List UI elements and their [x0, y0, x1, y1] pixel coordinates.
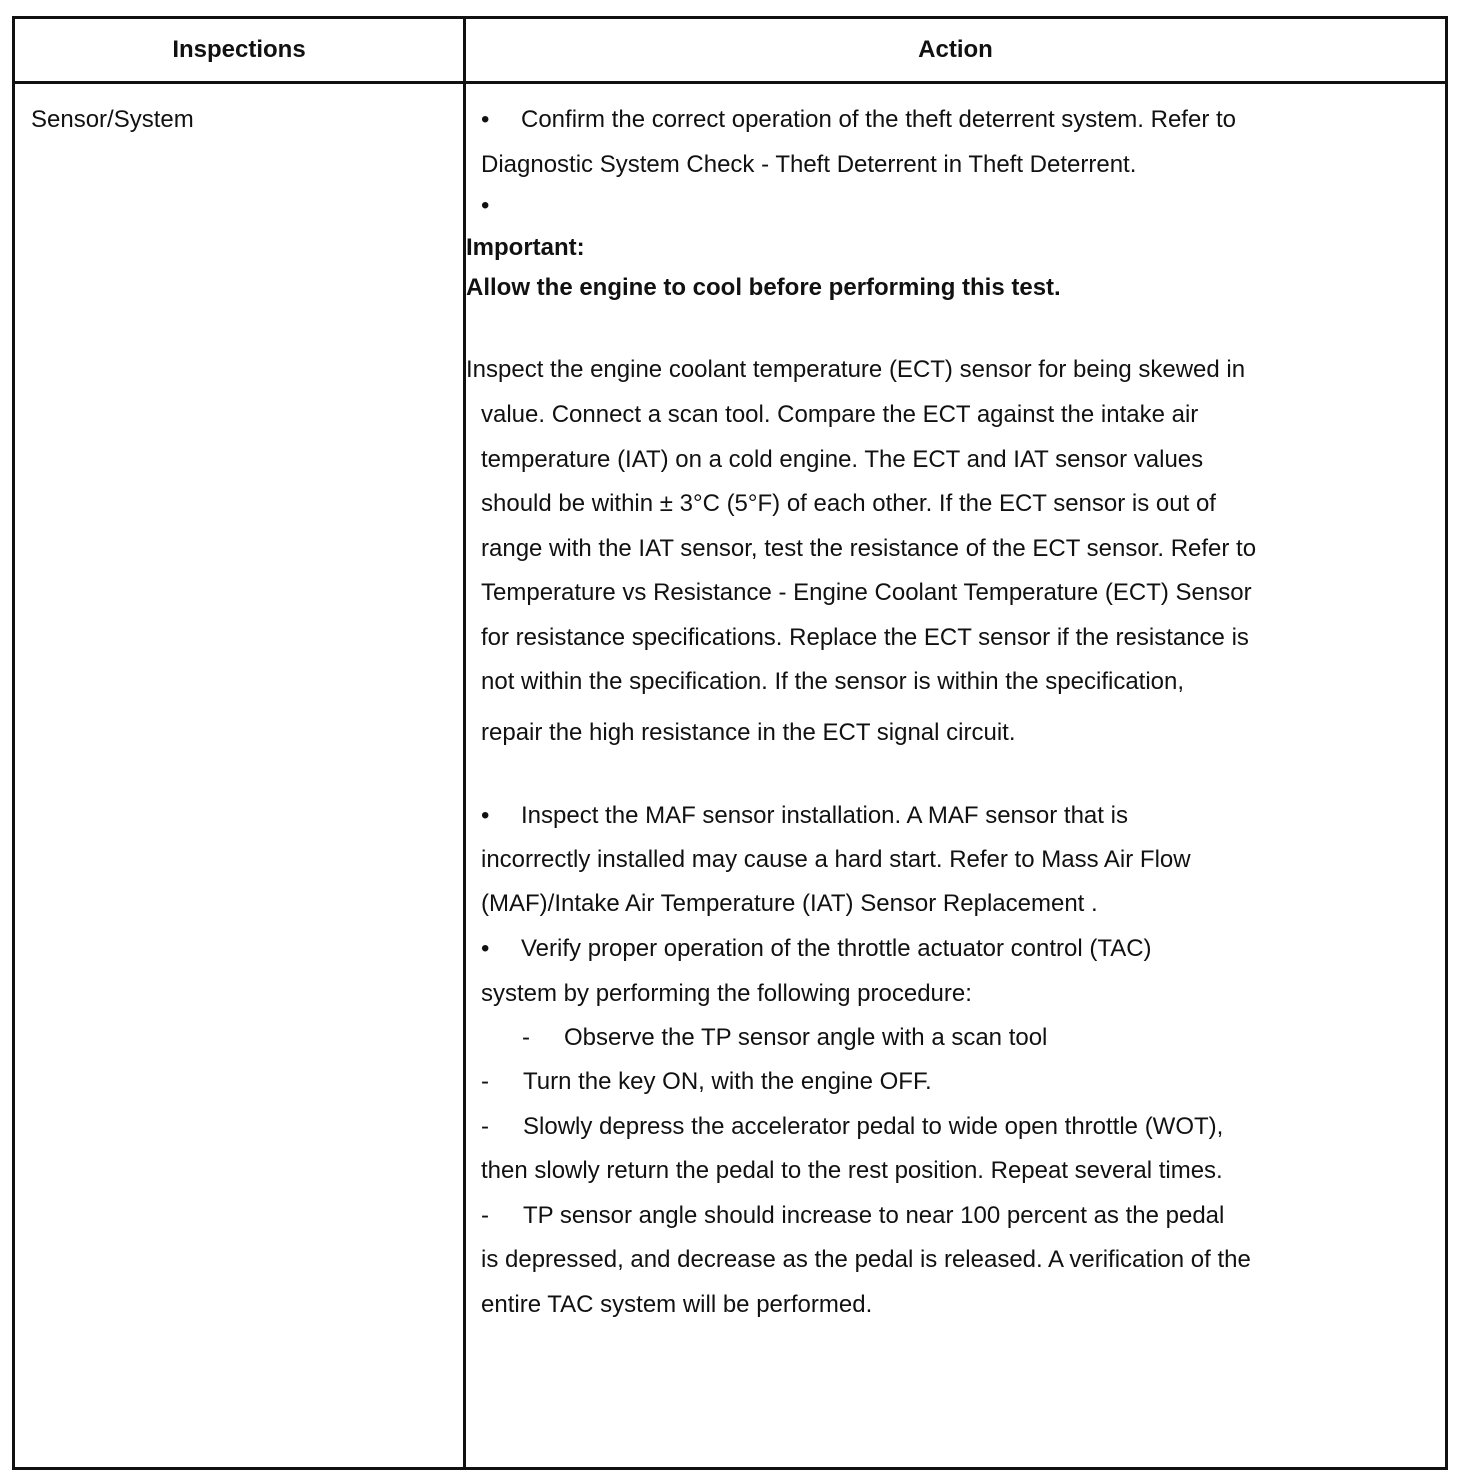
bullet-text: Inspect the MAF sensor installation. A MAF sensor that is	[521, 802, 1128, 829]
dash-marker: -	[481, 1113, 489, 1140]
ect-paragraph-line: temperature (IAT) on a cold engine. The ECT and IAT sensor values	[481, 446, 1204, 473]
bullet-marker: •	[481, 106, 490, 133]
important-label: Important:	[466, 234, 585, 261]
ect-paragraph-line: not within the specification. If the sensor is within the specification,	[481, 668, 1185, 695]
bullet-text-continued: Diagnostic System Check - Theft Deterrent in Theft Deterrent.	[481, 151, 1137, 178]
bullet-text-continued: system by performing the following procedure:	[481, 980, 972, 1007]
ect-paragraph-line: Inspect the engine coolant temperature (ECT) sensor for being skewed in	[466, 356, 1246, 383]
header-divider	[15, 81, 1445, 84]
procedure-step	[522, 1026, 1047, 1050]
bullet-text-continued: incorrectly installed may cause a hard start. Refer to Mass Air Flow	[481, 846, 1191, 873]
step-text: Observe the TP sensor angle with a scan tool	[564, 1024, 1048, 1051]
step-text: Slowly depress the accelerator pedal to wide open throttle (WOT),	[523, 1113, 1224, 1140]
step-text: TP sensor angle should increase to near 100 percent as the pedal	[523, 1202, 1225, 1229]
procedure-step	[481, 1115, 1223, 1139]
bullet-marker-empty: •	[481, 192, 490, 219]
step-text: Turn the key ON, with the engine OFF.	[523, 1068, 932, 1095]
bullet-item-theft	[481, 108, 1236, 132]
procedure-step	[481, 1070, 932, 1094]
ect-paragraph-line: Temperature vs Resistance - Engine Coolant Temperature (ECT) Sensor	[481, 579, 1252, 606]
bullet-text-continued: (MAF)/Intake Air Temperature (IAT) Sensor Replacement .	[481, 890, 1098, 917]
dash-marker: -	[481, 1202, 489, 1229]
bullet-marker: •	[481, 935, 490, 962]
bullet-marker: •	[481, 802, 490, 829]
ect-paragraph-line: for resistance specifications. Replace the ECT sensor if the resistance is	[481, 624, 1249, 651]
step-text-continued: then slowly return the pedal to the rest position. Repeat several times.	[481, 1157, 1223, 1184]
header-action: Action	[918, 36, 993, 63]
step-text-continued: entire TAC system will be performed.	[481, 1291, 873, 1318]
dash-marker: -	[522, 1024, 530, 1051]
bullet-text: Verify proper operation of the throttle actuator control (TAC)	[521, 935, 1152, 962]
ect-paragraph-line: range with the IAT sensor, test the resistance of the ECT sensor. Refer to	[481, 535, 1257, 562]
bullet-text: Confirm the correct operation of the theft deterrent system. Refer to	[521, 106, 1236, 133]
ect-paragraph-line: should be within ± 3°C (5°F) of each other. If the ECT sensor is out of	[481, 490, 1216, 517]
ect-paragraph-line: value. Connect a scan tool. Compare the ECT against the intake air	[481, 401, 1199, 428]
inspection-cell: Sensor/System	[31, 106, 194, 133]
bullet-item-maf	[481, 804, 1128, 828]
dash-marker: -	[481, 1068, 489, 1095]
important-text: Allow the engine to cool before performing this test.	[466, 274, 1061, 301]
header-inspections: Inspections	[172, 36, 306, 63]
procedure-step	[481, 1204, 1224, 1228]
step-text-continued: is depressed, and decrease as the pedal is released. A verification of the	[481, 1246, 1251, 1273]
bullet-item-tac	[481, 937, 1152, 961]
ect-paragraph-line: repair the high resistance in the ECT signal circuit.	[481, 719, 1016, 746]
